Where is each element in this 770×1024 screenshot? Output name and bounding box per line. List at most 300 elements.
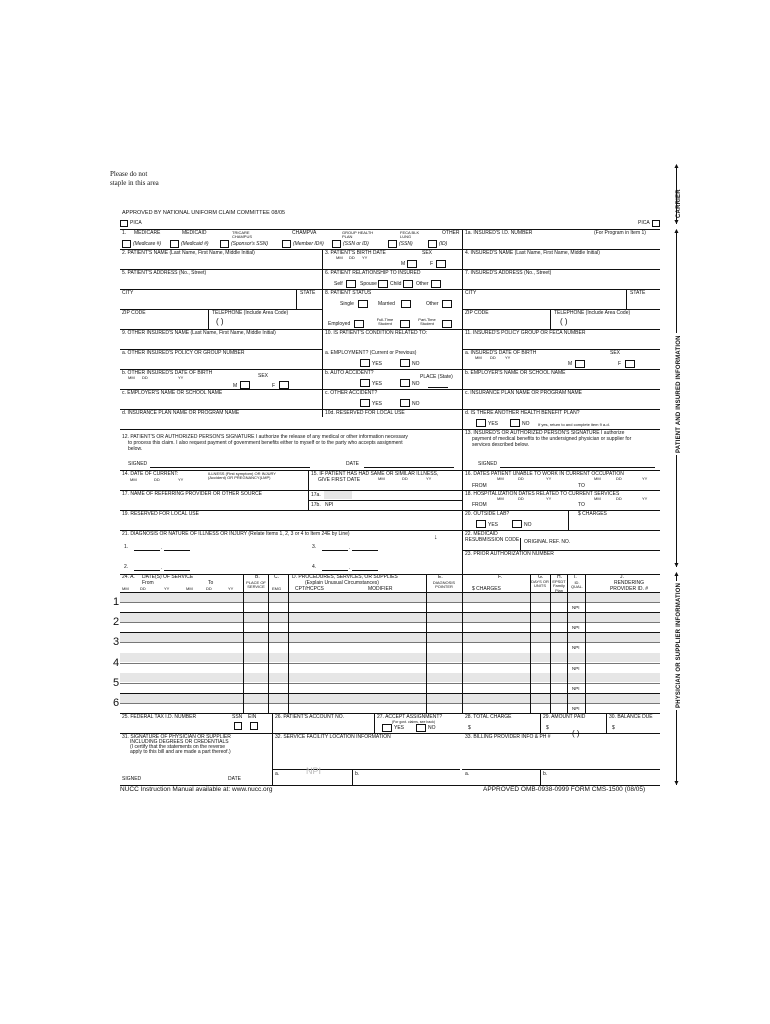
to-dd: DD [206, 586, 212, 591]
unusual-circumstances-label: (Explain Unusual Circumstances) [305, 580, 379, 586]
outside-lab-label: 20. OUTSIDE LAB? [465, 511, 510, 517]
diagnosis-3-line-b[interactable] [352, 550, 378, 551]
single-label: Single [340, 301, 354, 307]
other-insurance-plan-label: d. INSURANCE PLAN NAME OR PROGRAM NAME [122, 410, 240, 416]
diagnosis-3-num: 3. [312, 544, 317, 550]
epsdt-label: EPSDT Family Plan [552, 579, 566, 593]
insured-name-label: 4. INSURED'S NAME (Last Name, First Name, Middle Initial) [465, 250, 600, 256]
outside-lab-no-checkbox[interactable] [512, 520, 522, 528]
box24g-label: G. [538, 574, 544, 580]
staple-note-line2: staple in this area [110, 179, 159, 187]
service-line-mid-line [120, 703, 660, 704]
first-date-label: GIVE FIRST DATE [318, 477, 361, 483]
carrier-label: CARRIER [676, 189, 682, 218]
insured-dob-mm: MM [475, 355, 482, 360]
col-divider [530, 574, 531, 714]
other-insured-dob-label: b. OTHER INSURED'S DATE OF BIRTH [122, 370, 213, 376]
pica-right-checkbox[interactable] [652, 220, 660, 227]
service-line-shaded-strip [120, 673, 660, 682]
col-divider [585, 574, 586, 714]
spouse-checkbox[interactable] [378, 280, 388, 288]
insured-zip-tel-divider [550, 309, 551, 329]
similar-yy: YY [426, 476, 432, 481]
hosp-to-dd: DD [616, 496, 622, 501]
date-current-label: 14. DATE OF CURRENT: [122, 471, 179, 477]
from-label: From [142, 580, 154, 586]
federal-tax-label: 25. FEDERAL TAX I.D. NUMBER [122, 714, 197, 720]
arrow-down-icon: ▼ [673, 562, 680, 569]
another-plan-no-checkbox[interactable] [510, 419, 520, 427]
patient-relationship-label: 6. PATIENT RELATIONSHIP TO INSURED [325, 270, 421, 276]
other-dob-mm: MM [128, 375, 135, 380]
patient-signature-label: 12. PATIENT'S OR AUTHORIZED PERSON'S SIGNATURE I authorize the release of any medical or other information necessary [122, 434, 408, 440]
auto-yes-label: YES [372, 381, 383, 387]
diagnosis-2-line-b[interactable] [164, 570, 190, 571]
patient-telephone-label: TELEPHONE (Include Area Code) [212, 310, 289, 316]
service-line-mid-line [120, 663, 660, 664]
cms-1500-form [120, 205, 660, 785]
patient-status-label: 8. PATIENT STATUS [325, 290, 372, 296]
hosp-to-yy: YY [642, 496, 648, 501]
insurance-plan-label: c. INSURANCE PLAN NAME OR PROGRAM NAME [465, 390, 582, 396]
patient-date-label: DATE [346, 461, 359, 467]
other-insured-policy-label: a. OTHER INSURED'S POLICY OR GROUP NUMBER [122, 350, 245, 356]
child-label: Child [390, 281, 402, 287]
approved-header: APPROVED BY NATIONAL UNIFORM CLAIM COMMITTEE 08/05 [122, 210, 286, 216]
birth-dd: DD [349, 255, 355, 260]
other-accident-yes-label: YES [372, 401, 383, 407]
patient-zip-label: ZIP CODE [122, 310, 146, 316]
hosp-from-dd: DD [518, 496, 524, 501]
other-m-label: M [233, 383, 238, 389]
arrow-down-icon: ▼ [673, 219, 680, 226]
other-sex-f-checkbox[interactable] [279, 381, 289, 389]
patient-sex-label: SEX [422, 250, 433, 256]
facility-a-label: a. [275, 771, 280, 777]
service-line-number: 5 [113, 676, 120, 689]
feca-sub: (SSN) [399, 241, 413, 247]
balance-due-label: 30. BALANCE DUE [609, 714, 653, 720]
other-accident-label: c. OTHER ACCIDENT? [325, 390, 378, 396]
insured-sex-f-checkbox[interactable] [625, 360, 635, 368]
box24i-label: I. [574, 574, 577, 580]
from-mm: MM [122, 586, 129, 591]
col-divider [272, 733, 273, 785]
hosp-from-mm: MM [497, 496, 504, 501]
staple-note [110, 170, 159, 188]
similar-illness-label: 15. IF PATIENT HAS HAD SAME OR SIMILAR ILLNESS, [311, 471, 439, 477]
married-checkbox[interactable] [401, 300, 411, 308]
insured-telephone-area[interactable]: ( ) [560, 317, 568, 326]
from-dd: DD [140, 586, 146, 591]
group-health-checkbox[interactable] [332, 240, 341, 248]
referring-provider-label: 17. NAME OF REFERRING PROVIDER OR OTHER SOURCE [122, 491, 263, 497]
hosp-to-label: TO [578, 502, 585, 508]
service-line-mid-line [120, 683, 660, 684]
diagnosis-4-dot: . [349, 565, 351, 571]
sex-f-label: F [430, 261, 434, 267]
child-checkbox[interactable] [403, 280, 413, 288]
rel-other-checkbox[interactable] [431, 280, 441, 288]
medicare-label: MEDICARE [134, 230, 161, 236]
hosp-to-mm: MM [594, 496, 601, 501]
insured-f-label: F [618, 361, 622, 367]
fulltime-checkbox[interactable] [400, 320, 410, 328]
service-line-mid-line [120, 642, 660, 643]
another-plan-yes-checkbox[interactable] [476, 419, 486, 427]
tricare-label: TRICARE CHAMPUS [232, 230, 253, 240]
box17a-label: 17a. [311, 492, 321, 498]
to-yy: YY [228, 586, 234, 591]
insured-state-label: STATE [630, 290, 646, 296]
status-other-label: Other [426, 301, 439, 307]
unable-work-label: 16. DATES PATIENT UNABLE TO WORK IN CURRENT OCCUPATION [465, 471, 624, 477]
group-health-label: GROUP HEALTH PLAN [342, 230, 374, 240]
physician-signed-label: SIGNED [122, 776, 142, 782]
service-line-shaded-strip [120, 653, 660, 662]
col-divider [374, 713, 375, 733]
col-divider [272, 713, 273, 733]
tricare-sub: (Sponsor's SSN) [231, 241, 269, 247]
col-divider [243, 574, 244, 714]
col-divider [540, 769, 541, 785]
other-accident-no-checkbox[interactable] [400, 399, 410, 407]
work-to-label: TO [578, 483, 585, 489]
similar-dd: DD [402, 476, 408, 481]
from-yy: YY [164, 586, 170, 591]
diagnosis-4-line-a[interactable] [322, 570, 348, 571]
billing-phone-area[interactable]: ( ) [572, 729, 580, 738]
procedures-label: D. PROCEDURES, SERVICES, OR SUPPLIES [292, 574, 398, 580]
days-units-label: DAYS OR UNITS [531, 579, 549, 589]
column-divider-middle [322, 249, 323, 417]
insured-signature-line3: services described below. [472, 442, 529, 448]
rel-other-label: Other [416, 281, 429, 287]
work-to-yy: YY [642, 476, 648, 481]
city-state-divider [296, 289, 297, 309]
patient-signed-line[interactable] [150, 467, 310, 468]
hosp-from-label: FROM [472, 502, 487, 508]
insured-sex-label: SEX [610, 350, 621, 356]
patient-name-label: 2. PATIENT'S NAME (Last Name, First Name, Middle Initial) [122, 250, 255, 256]
service-line-number: 2 [113, 616, 120, 629]
diagnosis-1-dot: . [161, 545, 163, 551]
accept-yes-checkbox[interactable] [382, 724, 392, 732]
medicaid-checkbox[interactable] [170, 240, 179, 248]
patient-insured-label: PATIENT AND INSURED INFORMATION [676, 335, 682, 453]
physician-signature-label: 31. SIGNATURE OF PHYSICIAN OR SUPPLIER [122, 734, 231, 740]
fulltime-label: Full-Time Student [376, 317, 394, 327]
feca-label: FECA BLK LUNG [400, 230, 420, 240]
pica-left-checkbox[interactable] [120, 220, 128, 227]
diagnosis-1-line-a[interactable] [134, 550, 160, 551]
other-accident-yes-checkbox[interactable] [360, 399, 370, 407]
arrow-up-icon: ▲ [673, 228, 680, 235]
box17b-label: 17b. [311, 502, 321, 508]
diagnosis-2-num: 2. [124, 564, 129, 570]
diagnosis-4-line-b[interactable] [352, 570, 378, 571]
service-line-npi-label: NPI [572, 605, 580, 610]
physician-signature-line3: (I certify that the statements on the reverse [130, 744, 226, 750]
other-dob-yy: YY [178, 375, 184, 380]
another-plan-label: d. IS THERE ANOTHER HEALTH BENEFIT PLAN? [465, 410, 580, 416]
arrow-up-icon: ▲ [673, 163, 680, 170]
box17a-qualifier-shade [324, 491, 352, 499]
work-from-yy: YY [546, 476, 552, 481]
tricare-checkbox[interactable] [220, 240, 229, 248]
reserved-local-label: 10d. RESERVED FOR LOCAL USE [325, 410, 405, 416]
employed-checkbox[interactable] [354, 320, 364, 328]
accept-no-checkbox[interactable] [416, 724, 426, 732]
similar-mm: MM [378, 476, 385, 481]
rendering-provider-label: RENDERING PROVIDER ID. # [609, 580, 649, 592]
service-line-npi-label: NPI [572, 625, 580, 631]
billing-provider-label: 33. BILLING PROVIDER INFO & PH # [465, 734, 551, 740]
service-line-mid-line [120, 622, 660, 623]
auto-accident-label: b. AUTO ACCIDENT? [325, 370, 374, 376]
patient-signature-line2: to process this claim. I also request payment of government benefits either to myself or to the party who accepts assignment [128, 440, 403, 446]
to-mm: MM [186, 586, 193, 591]
insured-telephone-label: TELEPHONE (Include Area Code) [554, 310, 631, 316]
service-line-npi-label: NPI [572, 685, 580, 691]
medicaid-sub: (Medicaid #) [181, 241, 209, 247]
auto-no-checkbox[interactable] [400, 379, 410, 387]
accept-assignment-label: 27. ACCEPT ASSIGNMENT? [377, 714, 443, 720]
row-line [120, 289, 660, 290]
staple-note-line1: Please do not [110, 170, 148, 178]
facility-b-label: b. [355, 771, 360, 777]
billing-b-label: b. [543, 771, 548, 777]
box24j-label: J. [620, 574, 624, 580]
insured-sex-m-checkbox[interactable] [575, 360, 585, 368]
col-divider [567, 574, 568, 714]
ein-label: EIN [248, 714, 257, 720]
charges-label: $ CHARGES [472, 586, 501, 592]
service-line-mid-line [120, 602, 660, 603]
work-from-label: FROM [472, 483, 487, 489]
service-line-number: 1 [113, 596, 120, 608]
another-plan-yes-label: YES [488, 421, 499, 427]
medicare-checkbox[interactable] [122, 240, 131, 248]
place-of-service-label: PLACE OF SERVICE [246, 580, 266, 590]
zip-tel-divider [208, 309, 209, 329]
lab-charges-label: $ CHARGES [578, 511, 607, 517]
col-divider [288, 574, 289, 714]
employed-label: Employed [328, 321, 351, 327]
box24e-label: E. [438, 574, 443, 580]
reserved-local-19-label: 19. RESERVED FOR LOCAL USE [122, 511, 199, 517]
patient-date-line[interactable] [364, 467, 454, 468]
other-accident-no-label: NO [412, 401, 420, 407]
diagnosis-3-dot: . [349, 545, 351, 551]
another-plan-note: If yes, return to and complete item 9 a-d. [538, 422, 610, 427]
feca-checkbox[interactable] [388, 240, 397, 248]
col-divider [352, 769, 353, 785]
work-from-mm: MM [497, 476, 504, 481]
champva-sub: (Member ID#) [293, 241, 324, 247]
diagnosis-pointer-label: DIAGNOSIS POINTER [432, 580, 456, 590]
ssn-label: SSN [232, 714, 243, 720]
other-checkbox[interactable] [428, 240, 437, 248]
service-line-npi-label: NPI [572, 706, 580, 711]
patient-signature-line3: below. [128, 446, 143, 452]
physician-supplier-label: PHYSICIAN OR SUPPLIER INFORMATION [676, 582, 682, 708]
insured-signature-line2: payment of medical benefits to the undersigned physician or supplier for [472, 436, 632, 442]
col-divider [268, 574, 269, 714]
patient-sex-m-checkbox[interactable] [407, 260, 417, 268]
arrow-down-icon: ▼ [673, 780, 680, 787]
other-sex-m-checkbox[interactable] [240, 381, 250, 389]
box24h-label: H. [557, 574, 562, 580]
service-line-npi-label: NPI [572, 645, 580, 651]
outside-lab-yes-label: YES [488, 522, 499, 528]
employment-no-label: NO [412, 361, 420, 367]
insured-employer-label: b. EMPLOYER'S NAME OR SCHOOL NAME [465, 370, 566, 376]
sex-m-label: M [401, 261, 406, 267]
another-plan-no-label: NO [522, 421, 530, 427]
hosp-from-yy: YY [546, 496, 552, 501]
group-health-sub: (SSN or ID) [343, 241, 369, 247]
facility-npi-watermark: NPI [306, 766, 322, 776]
single-checkbox[interactable] [358, 300, 368, 308]
id-qual-label: ID. QUAL. [570, 580, 583, 590]
employment-yes-label: YES [372, 361, 383, 367]
other-sex-label: SEX [258, 373, 269, 379]
box1-number: 1. [122, 230, 127, 236]
insured-policy-group-label: 11. INSURED'S POLICY GROUP OR FECA NUMBER [465, 330, 586, 336]
work-from-dd: DD [518, 476, 524, 481]
box24f-label: F. [498, 574, 502, 580]
facility-location-label: 32. SERVICE FACILITY LOCATION INFORMATION [275, 734, 391, 740]
diagnosis-1-line-b[interactable] [164, 550, 190, 551]
box24a-label: 24. A. [122, 574, 135, 580]
other-insured-name-label: 9. OTHER INSURED'S NAME (Last Name, First Name, Middle Initial) [122, 330, 276, 336]
auto-no-label: NO [412, 381, 420, 387]
govt-claims-note: (For govt. claims, see back) [392, 720, 435, 724]
service-line-shaded-strip [120, 593, 660, 602]
place-state-line [428, 387, 448, 388]
pica-left-label: PICA [130, 220, 142, 226]
work-to-dd: DD [616, 476, 622, 481]
amount-paid-label: 29. AMOUNT PAID [543, 714, 586, 720]
champva-label: CHAMPVA [292, 230, 317, 236]
insured-zip-label: ZIP CODE [465, 310, 489, 316]
diagnosis-4-num: 4. [312, 564, 317, 570]
patient-sex-f-checkbox[interactable] [436, 260, 446, 268]
auto-yes-checkbox[interactable] [360, 379, 370, 387]
birth-yy: YY [362, 255, 368, 260]
patient-address-label: 5. PATIENT'S ADDRESS (No., Street) [122, 270, 207, 276]
balance-due-dollar: $ [612, 725, 615, 731]
footer-right: APPROVED OMB-0938-0999 FORM CMS-1500 (08/05) [483, 786, 646, 793]
condition-related-label: 10. IS PATIENT'S CONDITION RELATED TO: [325, 330, 428, 336]
status-other-checkbox[interactable] [442, 300, 452, 308]
place-state-label: PLACE (State) [420, 374, 453, 380]
medicare-sub: (Medicare #) [133, 241, 162, 247]
current-yy: YY [178, 477, 184, 482]
physician-signature-line4: apply to this bill and are made a part thereof.) [130, 749, 231, 755]
col-divider [550, 574, 551, 714]
arrow-up-icon: ▲ [673, 571, 680, 578]
insured-id-label: 1a. INSURED'S I.D. NUMBER [465, 230, 533, 236]
employment-label: a. EMPLOYMENT? (Current or Previous) [325, 350, 417, 356]
birth-mm: MM [336, 255, 343, 260]
service-line-npi-label: NPI [572, 665, 580, 671]
col-divider [568, 510, 569, 530]
medicaid-label: MEDICAID [182, 230, 207, 236]
other-dob-dd: DD [142, 375, 148, 380]
insured-signed-label: SIGNED [478, 461, 498, 467]
patient-telephone-area[interactable]: ( ) [216, 317, 224, 326]
ssn-checkbox[interactable] [234, 722, 242, 730]
amount-paid-dollar: $ [546, 725, 549, 731]
insured-m-label: M [568, 361, 573, 367]
outside-lab-yes-checkbox[interactable] [476, 520, 486, 528]
outside-lab-no-label: NO [524, 522, 532, 528]
patient-birth-date-label: 3. PATIENT'S BIRTH DATE [325, 250, 386, 256]
employment-yes-checkbox[interactable] [360, 359, 370, 367]
current-mm: MM [130, 477, 137, 482]
col-divider [462, 490, 463, 580]
emg-label: EMG [272, 586, 282, 591]
ein-checkbox[interactable] [250, 722, 258, 730]
col-divider [308, 470, 309, 490]
parttime-checkbox[interactable] [442, 320, 452, 328]
medicaid-resubmission-label: 22. MEDICAID RESUBMISSION CODE [465, 531, 520, 543]
service-line-number: 6 [113, 697, 120, 709]
col-divider [520, 538, 521, 550]
other-f-label: F [272, 383, 276, 389]
patient-account-label: 26. PATIENT'S ACCOUNT NO. [275, 714, 345, 720]
employment-no-checkbox[interactable] [400, 359, 410, 367]
diagnosis-arrow-icon: ↓ [434, 534, 438, 541]
parttime-label: Part-Time Student [418, 317, 436, 327]
illness-injury-label: ILLNESS (First symptom) OR INJURY (Accident) OR PREGNANCY(LMP) [208, 471, 276, 481]
married-label: Married [378, 301, 395, 307]
insured-city-label: CITY [465, 290, 477, 296]
insured-signed-line[interactable] [500, 467, 655, 468]
work-to-mm: MM [594, 476, 601, 481]
total-charge-label: 28. TOTAL CHARGE [465, 714, 512, 720]
cpt-label: CPT/HCPCS [295, 586, 324, 592]
box24b-label: B. [255, 574, 260, 580]
physician-signature-line2: INCLUDING DEGREES OR CREDENTIALS [130, 739, 229, 745]
service-line-shaded-strip [120, 633, 660, 642]
champva-checkbox[interactable] [282, 240, 291, 248]
self-checkbox[interactable] [346, 280, 356, 288]
col-divider [462, 574, 463, 714]
col-divider [606, 713, 607, 733]
modifier-label: MODIFIER [368, 586, 393, 592]
service-line-shaded-strip [120, 694, 660, 703]
diagnosis-1-num: 1. [124, 544, 129, 550]
patient-signed-label: SIGNED [128, 461, 148, 467]
col-divider [426, 574, 427, 714]
to-label: To [208, 580, 214, 586]
physician-date-label: DATE [228, 776, 241, 782]
other-label: OTHER [442, 230, 460, 236]
pica-right-label: PICA [638, 220, 650, 226]
diagnosis-label: 21. DIAGNOSIS OR NATURE OF ILLNESS OR INJURY (Relate Items 1, 2, 3 or 4 to Item 24E by Line) [122, 531, 350, 537]
service-line-shaded-strip [120, 613, 660, 622]
other-employer-label: c. EMPLOYER'S NAME OR SCHOOL NAME [122, 390, 223, 396]
row-line [462, 769, 660, 770]
hospitalization-label: 18. HOSPITALIZATION DATES RELATED TO CURRENT SERVICES [465, 491, 620, 497]
diagnosis-2-line-a[interactable] [134, 570, 160, 571]
patient-state-label: STATE [300, 290, 316, 296]
diagnosis-3-line-a[interactable] [322, 550, 348, 551]
box17b-npi: NPI [325, 502, 334, 508]
